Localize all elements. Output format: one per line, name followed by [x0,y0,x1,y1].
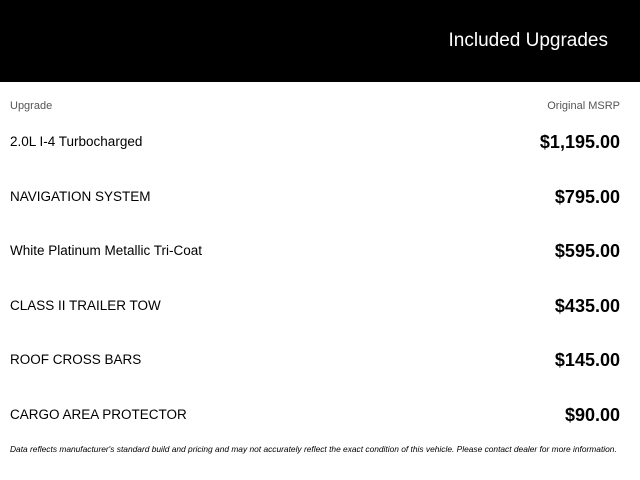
list-item [10,292,620,347]
upgrade-name: NAVIGATION SYSTEM [10,188,151,204]
upgrade-name: CARGO AREA PROTECTOR [10,406,187,422]
column-headers [10,99,620,113]
upgrade-name: CLASS II TRAILER TOW [10,297,161,313]
upgrade-price: $90.00 [564,404,620,425]
column-header-msrp: Original MSRP [547,100,620,112]
list-item [10,183,620,238]
upgrade-price: $435.00 [554,295,620,316]
upgrade-price: $1,195.00 [539,132,620,152]
page-title: Included Upgrades [448,30,608,51]
column-header-upgrade: Upgrade [10,100,53,112]
upgrade-price: $795.00 [554,186,620,207]
upgrade-price: $595.00 [554,241,620,261]
upgrade-name: ROOF CROSS BARS [10,352,142,367]
list-item [10,346,620,401]
upgrade-list [10,128,620,455]
upgrade-price: $145.00 [554,350,620,370]
list-item [10,128,620,183]
list-item [10,237,620,292]
header-bar [0,0,640,82]
upgrade-name: White Platinum Metallic Tri-Coat [10,243,203,258]
disclaimer-text: Data reflects manufacturer's standard build and pricing and may not accurately reflect the exact condition of this vehicle. Please contact dealer for more information. [10,444,617,454]
upgrade-name: 2.0L I-4 Turbocharged [10,134,143,149]
